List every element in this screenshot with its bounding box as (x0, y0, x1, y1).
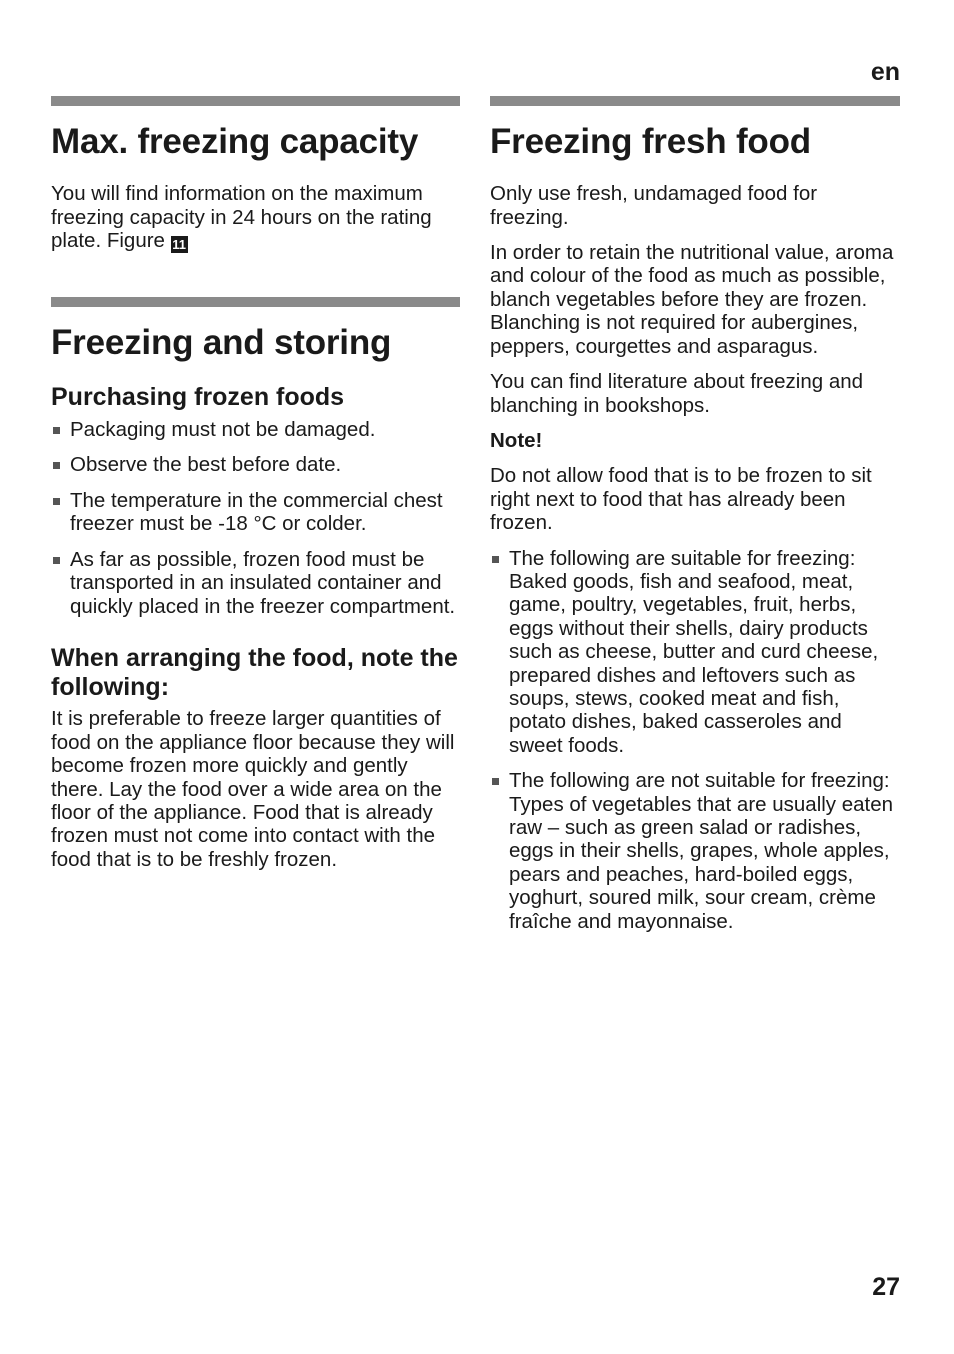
list-item: Packaging must not be damaged. (51, 418, 460, 441)
arranging-body: It is preferable to freeze larger quantities of food on the appliance floor because they will become frozen more quickly and gently there. Lay the food over a wide area on the floor of the appliance. Food that is already frozen must not come into contact with the food that is to be freshly frozen. (51, 707, 455, 871)
bullet-icon (492, 778, 499, 785)
paragraph: You can find literature about freezing and blanching in bookshops. (490, 370, 864, 417)
section-rule (51, 297, 460, 307)
list-item: As far as possible, frozen food must be transported in an insulated container and quickly placed in the freezer compartment. (51, 548, 460, 618)
bullet-icon (53, 462, 60, 469)
page-number: 27 (872, 1273, 900, 1301)
bullet-icon (53, 557, 60, 564)
freezing-suitability-list (490, 547, 900, 934)
right-column (490, 96, 900, 945)
note-label: Note! (490, 428, 543, 452)
language-label: en (870, 58, 900, 86)
max-freezing-body (51, 182, 460, 253)
arranging-heading: When arranging the food, note the following: (51, 643, 458, 701)
paragraph: In order to retain the nutritional value, aroma and colour of the food as much as possible, blanch vegetables before they are frozen. Blanching is not required for aubergines, peppers, courgettes and asparagus. (490, 241, 894, 358)
left-column (51, 96, 460, 883)
freezing-fresh-title: Freezing fresh food (490, 122, 811, 161)
paragraph: Only use fresh, undamaged food for freezing. (490, 182, 818, 229)
max-freezing-text: You will find information on the maximum freezing capacity in 24 hours on the rating plate. Figure (51, 182, 432, 253)
list-item: Observe the best before date. (51, 453, 460, 476)
figure-reference-icon: 11 (172, 237, 187, 253)
note-body: Do not allow food that is to be frozen to sit right next to food that has already been frozen. (490, 464, 872, 535)
section-rule (490, 96, 900, 106)
bullet-icon (53, 427, 60, 434)
bullet-icon (492, 556, 499, 563)
freezing-storing-title: Freezing and storing (51, 323, 392, 363)
max-freezing-title: Max. freezing capacity (51, 122, 419, 161)
purchasing-heading: Purchasing frozen foods (51, 383, 345, 412)
list-item: The following are not suitable for freezing: Types of vegetables that are usually eaten raw – such as green salad or radishes, eggs in their shells, grapes, whole apples, pears and peaches, hard-boiled eggs, yoghurt, soured milk, sour cream, crème fraîche and mayonnaise. (490, 769, 900, 933)
list-item: The following are suitable for freezing: Baked goods, fish and seafood, meat, game, poultry, vegetables, fruit, herbs, eggs without their shells, dairy products such as cheese, butter and curd cheese, prepared dishes and leftovers such as soups, stews, cooked meat and fish, potato dishes, baked casseroles and sweet foods. (490, 547, 900, 758)
purchasing-list (51, 418, 460, 618)
list-item: The temperature in the commercial chest freezer must be -18 °C or colder. (51, 489, 460, 536)
bullet-icon (53, 498, 60, 505)
section-rule (51, 96, 460, 106)
